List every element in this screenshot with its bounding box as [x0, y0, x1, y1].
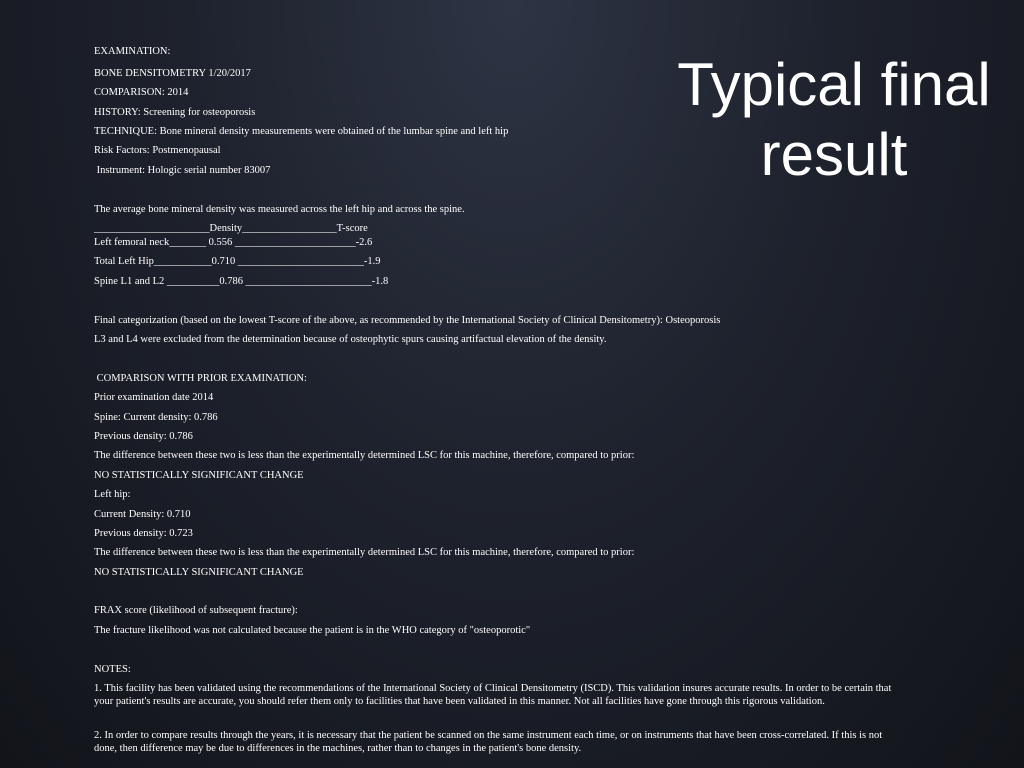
prior-exam-date: Prior examination date 2014: [94, 392, 214, 403]
exclusion-note: L3 and L4 were excluded from the determination because of osteophytic spurs causing artifactual elevation of the density.: [94, 334, 607, 345]
left-hip-heading: Left hip:: [94, 489, 131, 500]
exam-type: BONE DENSITOMETRY 1/20/2017: [94, 68, 251, 79]
results-row-total-hip: Total Left Hip___________0.710 ________________________-1.9: [94, 256, 381, 267]
exam-heading: EXAMINATION:: [94, 46, 171, 57]
technique-line: TECHNIQUE: Bone mineral density measurements were obtained of the lumbar spine and left hip: [94, 126, 509, 137]
results-row-spine: Spine L1 and L2 __________0.786 ________________________-1.8: [94, 276, 389, 287]
frax-note: The fracture likelihood was not calculated because the patient is in the WHO category of "osteoporotic": [94, 625, 531, 636]
hip-no-change: NO STATISTICALLY SIGNIFICANT CHANGE: [94, 567, 304, 578]
note-2: 2. In order to compare results through the years, it is necessary that the patient be scanned on the same instrument each time, or on instruments that have been cross-correlated. If this is not done, then difference may be due to differences in the machines, rather than to changes in the patient's bone density.: [94, 730, 883, 754]
notes-heading: NOTES:: [94, 664, 131, 675]
instrument-line: Instrument: Hologic serial number 83007: [94, 165, 271, 176]
spine-difference-note: The difference between these two is less than the experimentally determined LSC for this machine, therefore, compared to prior:: [94, 450, 635, 461]
spine-previous-density: Previous density: 0.786: [94, 431, 193, 442]
slide-title: [654, 50, 1014, 189]
spine-current-density: Spine: Current density: 0.786: [94, 412, 218, 423]
results-table-header: ______________________Density__________________T-score: [94, 223, 368, 234]
slide-title-line-2: result: [760, 120, 908, 188]
history-line: HISTORY: Screening for osteoporosis: [94, 107, 256, 118]
prior-comparison-heading: COMPARISON WITH PRIOR EXAMINATION:: [94, 373, 307, 384]
slide-title-line-1: Typical final: [677, 51, 991, 118]
results-row-femoral-neck: Left femoral neck_______ 0.556 _______________________-2.6: [94, 237, 373, 248]
hip-difference-note: The difference between these two is less than the experimentally determined LSC for this machine, therefore, compared to prior:: [94, 547, 635, 558]
frax-heading: FRAX score (likelihood of subsequent fracture):: [94, 605, 298, 616]
comparison-line: COMPARISON: 2014: [94, 87, 189, 98]
hip-previous-density: Previous density: 0.723: [94, 528, 193, 539]
hip-current-density: Current Density: 0.710: [94, 509, 191, 520]
risk-factors-line: Risk Factors: Postmenopausal: [94, 145, 221, 156]
note-1: 1. This facility has been validated using the recommendations of the International Society of Clinical Densitometry (ISCD). This validation insures accurate results. In order to be certain that your patient's results are accurate, you should refer them only to facilities that have been validated in this manner. Not all facilities have gone through this rigorous validation.: [94, 683, 892, 707]
spine-no-change: NO STATISTICALLY SIGNIFICANT CHANGE: [94, 470, 304, 481]
final-categorization: Final categorization (based on the lowest T-score of the above, as recommended by the International Society of Clinical Densitometry): Osteoporosis: [94, 315, 721, 326]
average-bmd-line: The average bone mineral density was measured across the left hip and across the spine.: [94, 204, 465, 215]
